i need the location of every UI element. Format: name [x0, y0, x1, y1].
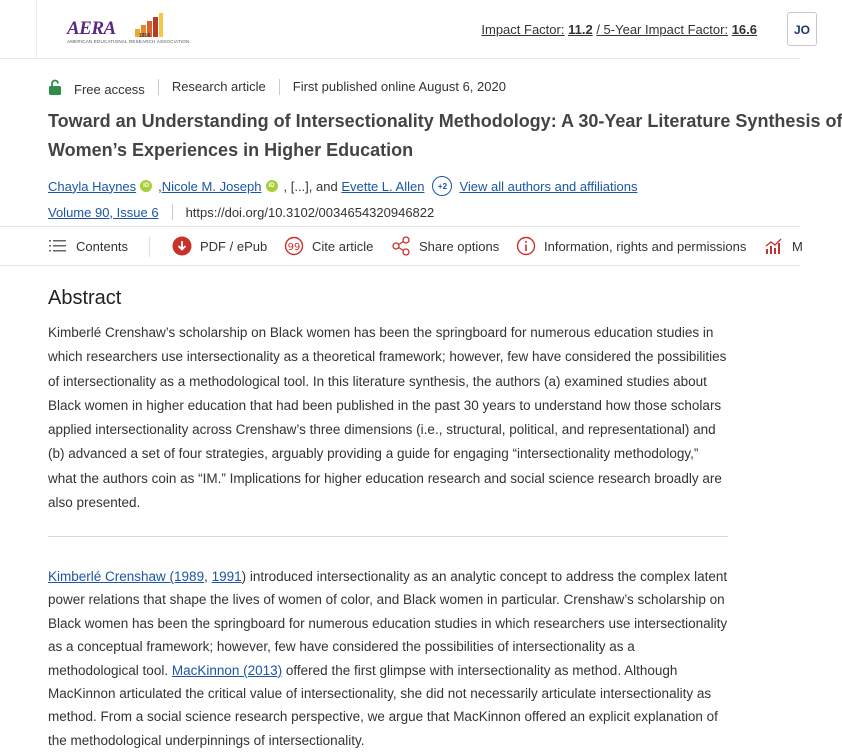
mackinnon-reference-link[interactable]: MacKinnon (2013)	[171, 662, 283, 678]
crenshaw-reference-link[interactable]: Kimberlé Crenshaw (1989	[48, 569, 205, 584]
access-label: Free access	[74, 82, 145, 97]
metrics-label: M	[792, 238, 803, 254]
body-text-1: introduced intersectionality as an analytic concept to address the complex latent power relations that shape the lives of women of color, and Black women in particular. Crenshaw’s scholarship on Black women has been the springboard for numerous education studies in which researchers use intersectionality as a conceptual framework; however, few have considered the possibilities of intersectionality as a methodological tool.	[48, 569, 728, 678]
author-link[interactable]: Nicole M. Joseph	[161, 178, 262, 194]
share-label: Share options	[419, 238, 500, 254]
side-panel-edge	[0, 0, 37, 58]
body-paragraph: Kimberlé Crenshaw (1989, 1991) introduced intersectionality as an analytic concept to address the complex latent power relations that shape the lives of women of color, and Black women in particular. Crenshaw’s scholarship on Black women has been the springboard for numerous education studies in which researchers use intersectionality as a conceptual framework; however, few have considered the possibilities of intersectionality as a methodological tool. MacKinnon (2013) offered the first glimpse with intersectionality as method. Although MacKinnon articulated the critical value of intersectionality, she did not necessarily articulate intersectionality as method. From a social science research perspective, we argue that MacKinnon offered an explicit explanation of the methodological underpinnings of intersectionality.	[48, 569, 728, 748]
journal-logo[interactable]	[67, 13, 190, 47]
quote-icon	[284, 236, 304, 256]
pdf-button[interactable]	[172, 227, 267, 265]
info-label: Information, rights and permissions	[544, 238, 747, 254]
orcid-icon[interactable]: iD	[266, 180, 278, 192]
contents-label: Contents	[76, 238, 129, 254]
article-toolbar	[0, 226, 803, 266]
share-icon	[391, 236, 411, 256]
title-line-1: Toward an Understanding of Intersectionality Methodology: A 30-Year Literature Synthesis of	[48, 111, 842, 131]
journal-button[interactable]: JO	[787, 12, 817, 46]
share-button[interactable]	[391, 227, 499, 265]
abstract-text: Kimberlé Crenshaw’s scholarship on Black women has been the springboard for numerous education studies in which researchers use intersectionality as a theoretical framework; however, few have considered the possibilities of intersectionality as a methodological tool. In this literature synthesis, the authors (a) examined studies about Black women in higher education that had been published in the past 30 years to understand how those scholars applied intersectionality across Crenshaw’s three dimensions (i.e., structural, political, and representational) and (b) advanced a set of four strategies, arguably providing a guide for engaging “intersectionality methodology,” what the authors coin as “IM.” Implications for higher education research and social science research broadly are also presented.	[48, 325, 727, 511]
article-title	[48, 107, 842, 165]
info-icon	[516, 236, 536, 256]
impact-value: 11.2	[568, 22, 593, 37]
unlock-icon	[48, 79, 62, 95]
author-list: Chayla Haynes iD , Nicole M. Joseph iD , [...], and Evette L. Allen +2 View all authors and affiliations	[48, 176, 637, 196]
logo-year: 1916	[139, 33, 151, 39]
svg-text:99: 99	[287, 242, 301, 253]
article-type: Research article	[171, 79, 266, 94]
abstract-heading: Abstract	[48, 287, 122, 309]
download-icon	[172, 236, 192, 256]
title-line-2: Women’s Experiences in Higher Education	[48, 140, 414, 160]
impact-factor[interactable]: Impact Factor: 11.2 / 5-Year Impact Factor: 16.6	[481, 22, 757, 37]
doi-link[interactable]: https://doi.org/10.3102/0034654320946822	[185, 204, 435, 220]
metrics-button[interactable]	[764, 227, 803, 265]
authors-ellipsis: , [...], and	[283, 178, 338, 194]
logo-subtext: AMERICAN EDUCATIONAL RESEARCH ASSOCIATION	[67, 39, 190, 44]
body-text-2: offered the first glimpse with intersectionality as method. Although MacKinnon articulated the critical value of intersectionality, she did not necessarily articulate intersectionality as method. From a social science research perspective, we argue that MacKinnon offered an explicit explanation of the methodological underpinnings of intersectionality.	[48, 662, 718, 748]
cite-button[interactable]	[284, 227, 373, 265]
author-link[interactable]: Chayla Haynes	[48, 178, 137, 194]
orcid-icon[interactable]: iD	[140, 180, 152, 192]
contents-button[interactable]	[48, 227, 128, 265]
view-all-authors-link[interactable]: View all authors and affiliations	[459, 178, 638, 194]
author-link[interactable]: Evette L. Allen	[341, 178, 425, 194]
article-meta	[48, 76, 506, 97]
site-header	[0, 0, 811, 59]
impact-label: Impact Factor:	[481, 22, 565, 37]
cite-label: Cite article	[312, 238, 374, 254]
pdf-label: PDF / ePub	[200, 238, 268, 254]
published-date: First published online August 6, 2020	[292, 79, 506, 94]
section-divider	[48, 536, 728, 537]
chart-icon	[764, 236, 784, 256]
five-year-label: 5-Year Impact Factor:	[603, 22, 729, 37]
volume-issue-link[interactable]: Volume 90, Issue 6	[48, 204, 159, 220]
five-year-value: 16.6	[731, 22, 757, 37]
volume-row	[48, 204, 434, 220]
crenshaw-1991-link[interactable]: 1991	[211, 569, 242, 584]
list-icon	[48, 236, 68, 256]
info-button[interactable]	[516, 227, 746, 265]
logo-text: AERA	[67, 18, 116, 39]
more-authors-button[interactable]: +2	[432, 176, 452, 196]
